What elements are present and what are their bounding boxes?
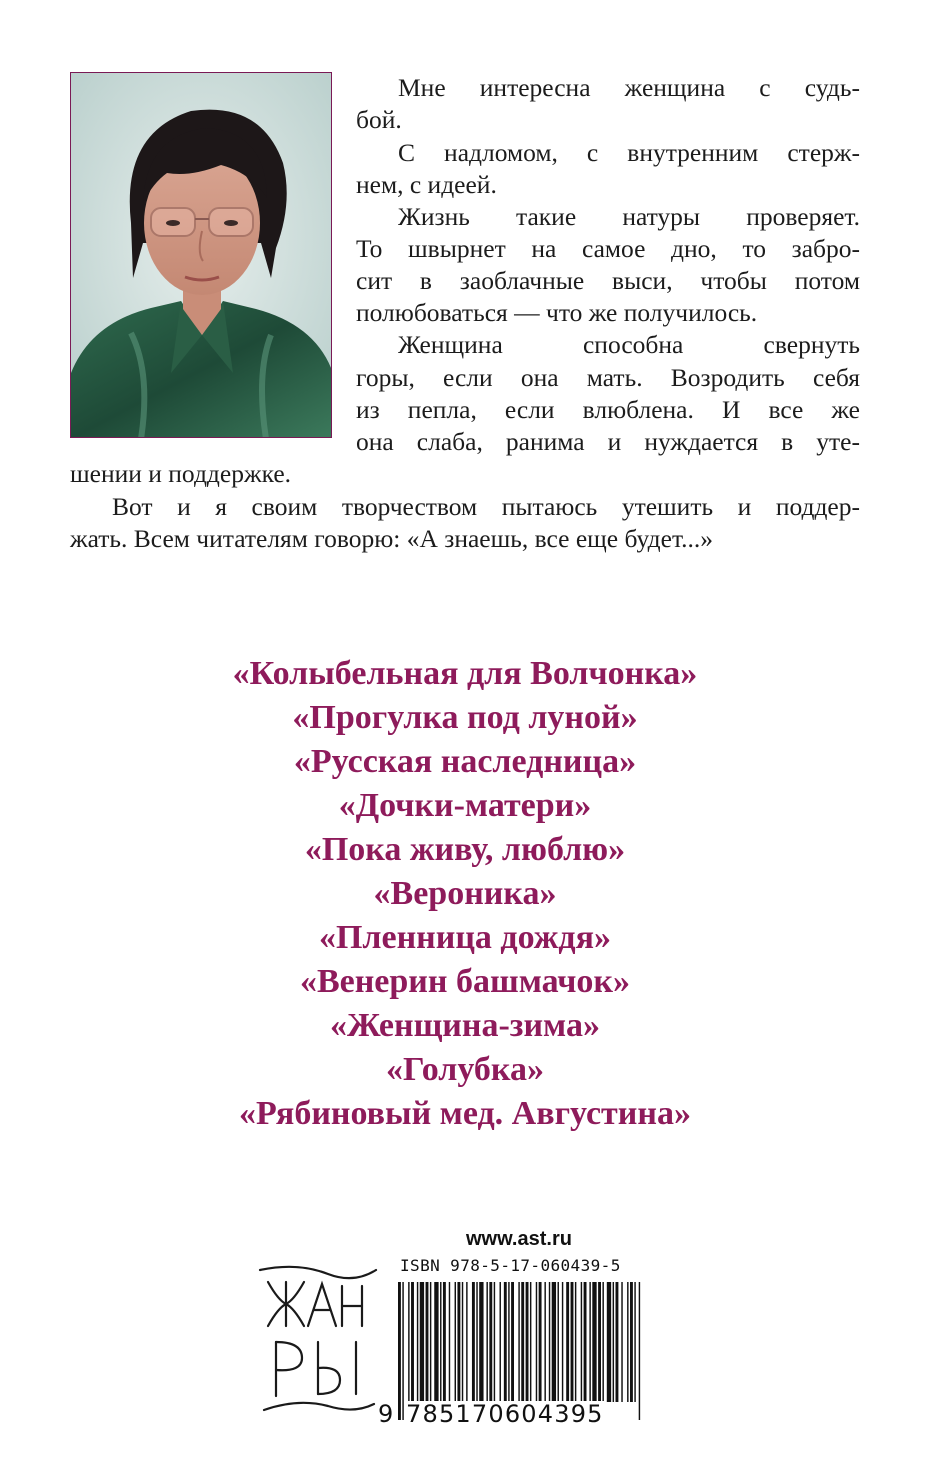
barcode-bar [494,1282,495,1402]
barcode-bar [449,1282,450,1402]
zhanry-logo-mark [258,1264,380,1414]
isbn-text: ISBN 978-5-17-060439-5 [400,1256,621,1275]
barcode-bar [598,1282,601,1402]
barcode-bar [602,1282,603,1402]
book-title: «Женщина-зима» [330,1007,600,1044]
barcode-bar [616,1282,619,1402]
barcode-bar [408,1282,409,1402]
barcode-bar [552,1282,556,1402]
publisher-website: www.ast.ru [466,1228,572,1250]
author-photo [70,72,332,438]
bio-line: полюбоваться — что же получилось. [356,298,758,327]
barcode-bar [581,1282,582,1402]
barcode-bar [549,1282,550,1402]
book-title: «Русская наследница» [293,743,637,780]
barcode-bar [430,1282,431,1402]
zhanry-logo [258,1264,380,1414]
bio-line: С надломом, с внутренним стерж- [398,138,860,167]
barcode-digits: 785170604395 [406,1400,604,1428]
barcode-bar [558,1282,559,1402]
bio-line: сит в заоблачные выси, чтобы потом [356,266,860,295]
barcode-bar [566,1282,569,1402]
book-title: «Прогулка под луной» [292,699,638,736]
bio-line: горы, если она мать. Возродить себя [356,363,860,392]
barcode-bar [443,1282,446,1402]
book-title: «Венерин башмачок» [299,963,631,1000]
barcode-lead-digit: 9 [378,1400,395,1428]
barcode-bar [476,1282,477,1402]
barcode-bar [426,1282,429,1402]
barcode-bar [630,1282,633,1402]
book-title: «Голубка» [386,1051,544,1088]
barcode-bar [526,1282,529,1402]
bio-line: нем, с идеей. [356,170,497,199]
bio-line: То швырнет на самое дно, то забро- [356,234,860,263]
barcode-bar [521,1282,524,1402]
book-title: «Пленница дождя» [318,919,612,956]
bio-line: жать. Всем читателям говорю: «А знаешь, все еще будет...» [70,524,714,553]
barcode-bar [398,1282,401,1420]
author-portrait [71,73,332,438]
barcode-bar [486,1282,487,1402]
barcode-bar [455,1282,456,1402]
barcode-bar [457,1282,460,1402]
barcode-bar [434,1282,438,1402]
barcode-bar [539,1282,542,1402]
barcode-bar [613,1282,614,1402]
barcode-bar [589,1282,590,1402]
barcode-bar [417,1282,418,1402]
bio-line: она слаба, ранима и нуждается в уте- [356,427,860,456]
book-title: «Колыбельная для Волчонка» [232,655,698,692]
bio-line: из пепла, если влюблена. И все же [356,395,860,424]
bio-line: бой. [356,105,402,134]
barcode-bar [518,1282,519,1402]
barcode-bar [504,1282,507,1402]
barcode-bar [472,1282,475,1402]
barcode-bar [536,1282,537,1402]
barcode-bar [571,1282,574,1402]
barcode-bar [511,1282,514,1402]
barcode-bar [420,1282,424,1402]
bio-line: Женщина способна свернуть [398,330,860,359]
barcode-bar [508,1282,509,1402]
barcode-bar [592,1282,596,1402]
bio-line: Жизнь такие натуры проверяет. [398,202,860,231]
barcode [376,1278,652,1426]
book-title: «Рябиновый мед. Августина» [239,1095,691,1132]
barcode-bar [621,1282,622,1402]
book-title: «Пока живу, люблю» [304,831,626,868]
barcode-bar [544,1282,545,1402]
barcode-bar [584,1282,587,1402]
barcode-bar [575,1282,576,1402]
book-title: «Вероника» [373,875,557,912]
barcode-bar [634,1282,635,1402]
book-title: «Дочки-матери» [338,787,592,824]
barcode-bar [500,1282,501,1402]
barcode-bar [466,1282,467,1402]
barcode-bar [530,1282,531,1402]
barcode-bar [440,1282,441,1402]
bio-line: Мне интересна женщина с судь- [398,73,860,102]
barcode-bar [479,1282,483,1402]
barcode-bar [607,1282,611,1402]
barcode-bar [411,1282,414,1402]
barcode-bar [462,1282,463,1402]
barcode-bar [402,1282,403,1420]
barcode-bar [489,1282,492,1402]
barcode-bar [639,1282,640,1420]
bio-line: шении и поддержке. [70,459,292,488]
bio-line: Вот и я своим творчеством пытаюсь утешить и поддер- [112,492,860,521]
book-titles-list [0,652,930,1136]
barcode-bar [627,1282,628,1402]
